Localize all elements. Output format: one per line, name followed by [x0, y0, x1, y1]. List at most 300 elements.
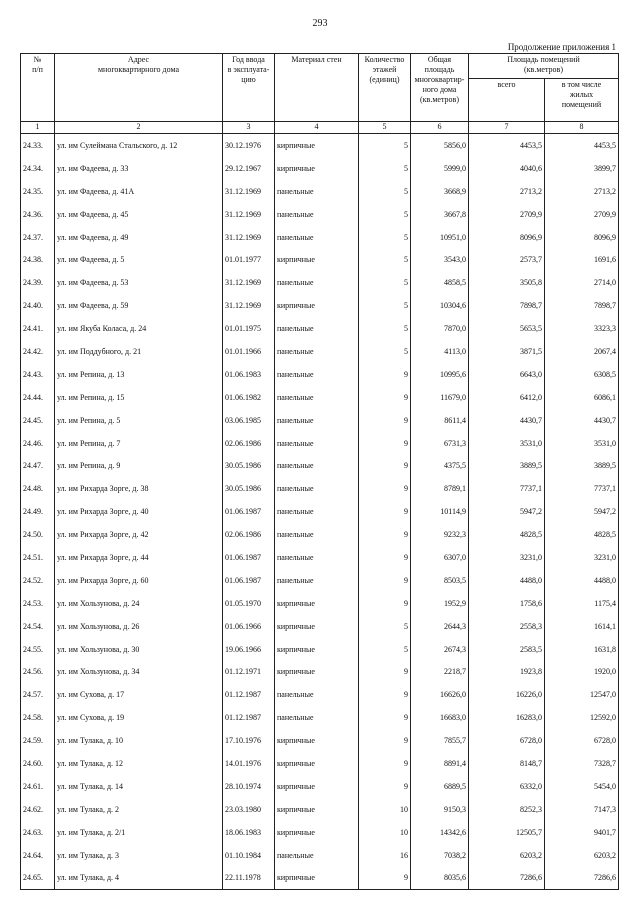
address-cell: ул. им Фадеева, д. 45 — [55, 203, 223, 226]
column-number: 4 — [275, 122, 359, 134]
total-area-cell: 16626,0 — [411, 683, 469, 706]
floor-count-cell: 9 — [359, 569, 411, 592]
wall-material-cell: панельные — [275, 844, 359, 867]
floor-count-cell: 10 — [359, 821, 411, 844]
row-number-cell: 24.38. — [21, 248, 55, 271]
apartment-buildings-table — [20, 53, 619, 890]
floor-count-cell: 9 — [359, 432, 411, 455]
address-cell: ул. им Якуба Коласа, д. 24 — [55, 317, 223, 340]
address-cell: ул. им Тулака, д. 12 — [55, 752, 223, 775]
wall-material-cell: кирпичные — [275, 134, 359, 157]
wall-material-cell: панельные — [275, 432, 359, 455]
total-area-cell: 5999,0 — [411, 157, 469, 180]
premises-area-living-cell: 8096,9 — [545, 226, 619, 249]
wall-material-cell: панельные — [275, 226, 359, 249]
floor-count-cell: 16 — [359, 844, 411, 867]
premises-area-total-cell: 1923,8 — [469, 660, 545, 683]
commission-date-cell: 01.06.1966 — [223, 615, 275, 638]
premises-area-living-cell: 4453,5 — [545, 134, 619, 157]
total-area-cell: 3668,9 — [411, 180, 469, 203]
table-row — [21, 454, 619, 477]
row-number-cell: 24.63. — [21, 821, 55, 844]
floor-count-cell: 5 — [359, 271, 411, 294]
address-cell: ул. им Репина, д. 7 — [55, 432, 223, 455]
premises-area-living-cell: 7147,3 — [545, 798, 619, 821]
premises-area-total-cell: 4488,0 — [469, 569, 545, 592]
premises-area-total-cell: 3505,8 — [469, 271, 545, 294]
address-cell: ул. им Хользунова, д. 30 — [55, 638, 223, 661]
commission-date-cell: 01.01.1977 — [223, 248, 275, 271]
wall-material-cell: кирпичные — [275, 157, 359, 180]
row-number-cell: 24.57. — [21, 683, 55, 706]
premises-area-total-cell: 7898,7 — [469, 294, 545, 317]
row-number-cell: 24.48. — [21, 477, 55, 500]
premises-area-living-cell: 3899,7 — [545, 157, 619, 180]
premises-area-living-cell: 9401,7 — [545, 821, 619, 844]
address-cell: ул. им Тулака, д. 3 — [55, 844, 223, 867]
wall-material-cell: кирпичные — [275, 294, 359, 317]
premises-area-total-cell: 6643,0 — [469, 363, 545, 386]
wall-material-cell: панельные — [275, 363, 359, 386]
premises-area-living-cell: 6086,1 — [545, 386, 619, 409]
floor-count-cell: 9 — [359, 706, 411, 729]
total-area-cell: 2644,3 — [411, 615, 469, 638]
wall-material-cell: кирпичные — [275, 798, 359, 821]
header-total-area: Общая площадь многоквартир- ного дома (кв.метров) — [411, 54, 469, 122]
premises-area-living-cell: 12547,0 — [545, 683, 619, 706]
commission-date-cell: 01.10.1984 — [223, 844, 275, 867]
wall-material-cell: панельные — [275, 271, 359, 294]
floor-count-cell: 9 — [359, 454, 411, 477]
address-cell: ул. им Фадеева, д. 53 — [55, 271, 223, 294]
wall-material-cell: панельные — [275, 706, 359, 729]
table-row — [21, 226, 619, 249]
wall-material-cell: панельные — [275, 180, 359, 203]
total-area-cell: 4113,0 — [411, 340, 469, 363]
commission-date-cell: 01.01.1966 — [223, 340, 275, 363]
table-row — [21, 638, 619, 661]
total-area-cell: 8891,4 — [411, 752, 469, 775]
row-number-cell: 24.44. — [21, 386, 55, 409]
premises-area-total-cell: 2709,9 — [469, 203, 545, 226]
column-number: 6 — [411, 122, 469, 134]
wall-material-cell: панельные — [275, 569, 359, 592]
premises-area-living-cell: 1631,8 — [545, 638, 619, 661]
table-row — [21, 477, 619, 500]
commission-date-cell: 01.06.1987 — [223, 569, 275, 592]
table-row — [21, 660, 619, 683]
premises-area-living-cell: 7328,7 — [545, 752, 619, 775]
total-area-cell: 8611,4 — [411, 409, 469, 432]
premises-area-living-cell: 1614,1 — [545, 615, 619, 638]
wall-material-cell: кирпичные — [275, 821, 359, 844]
premises-area-total-cell: 4430,7 — [469, 409, 545, 432]
row-number-cell: 24.49. — [21, 500, 55, 523]
floor-count-cell: 5 — [359, 317, 411, 340]
premises-area-total-cell: 16283,0 — [469, 706, 545, 729]
address-cell: ул. им Хользунова, д. 26 — [55, 615, 223, 638]
floor-count-cell: 5 — [359, 134, 411, 157]
premises-area-total-cell: 3889,5 — [469, 454, 545, 477]
address-cell: ул. им Фадеева, д. 59 — [55, 294, 223, 317]
row-number-cell: 24.58. — [21, 706, 55, 729]
table-row — [21, 523, 619, 546]
premises-area-living-cell: 2709,9 — [545, 203, 619, 226]
row-number-cell: 24.36. — [21, 203, 55, 226]
row-number-cell: 24.50. — [21, 523, 55, 546]
commission-date-cell: 31.12.1969 — [223, 180, 275, 203]
premises-area-total-cell: 3231,0 — [469, 546, 545, 569]
header-no: № п/п — [21, 54, 55, 122]
address-cell: ул. им Тулака, д. 2/1 — [55, 821, 223, 844]
commission-date-cell: 01.01.1975 — [223, 317, 275, 340]
premises-area-living-cell: 3231,0 — [545, 546, 619, 569]
header-floors: Количество этажей (единиц) — [359, 54, 411, 122]
commission-date-cell: 22.11.1978 — [223, 867, 275, 890]
premises-area-total-cell: 2583,5 — [469, 638, 545, 661]
premises-area-total-cell: 5653,5 — [469, 317, 545, 340]
premises-area-total-cell: 16226,0 — [469, 683, 545, 706]
column-number: 8 — [545, 122, 619, 134]
header-row — [21, 54, 619, 79]
page-number: 293 — [312, 18, 328, 29]
column-number-row — [21, 122, 619, 134]
premises-area-living-cell: 2713,2 — [545, 180, 619, 203]
wall-material-cell: панельные — [275, 317, 359, 340]
premises-area-living-cell: 4430,7 — [545, 409, 619, 432]
floor-count-cell: 9 — [359, 409, 411, 432]
address-cell: ул. им Тулака, д. 2 — [55, 798, 223, 821]
address-cell: ул. им Репина, д. 15 — [55, 386, 223, 409]
address-cell: ул. им Фадеева, д. 49 — [55, 226, 223, 249]
floor-count-cell: 9 — [359, 729, 411, 752]
total-area-cell: 10114,9 — [411, 500, 469, 523]
premises-area-total-cell: 6412,0 — [469, 386, 545, 409]
table-row — [21, 821, 619, 844]
floor-count-cell: 9 — [359, 775, 411, 798]
total-area-cell: 11679,0 — [411, 386, 469, 409]
floor-count-cell: 9 — [359, 660, 411, 683]
floor-count-cell: 5 — [359, 180, 411, 203]
table-row — [21, 729, 619, 752]
row-number-cell: 24.60. — [21, 752, 55, 775]
column-number: 7 — [469, 122, 545, 134]
table-row — [21, 844, 619, 867]
row-number-cell: 24.55. — [21, 638, 55, 661]
premises-area-living-cell: 1175,4 — [545, 592, 619, 615]
floor-count-cell: 5 — [359, 294, 411, 317]
row-number-cell: 24.54. — [21, 615, 55, 638]
table-body — [21, 134, 619, 890]
wall-material-cell: кирпичные — [275, 638, 359, 661]
address-cell: ул. им Фадеева, д. 5 — [55, 248, 223, 271]
row-number-cell: 24.47. — [21, 454, 55, 477]
header-year: Год ввода в эксплуата- цию — [223, 54, 275, 122]
commission-date-cell: 23.03.1980 — [223, 798, 275, 821]
table-row — [21, 271, 619, 294]
commission-date-cell: 01.12.1987 — [223, 706, 275, 729]
floor-count-cell: 9 — [359, 867, 411, 890]
premises-area-living-cell: 3889,5 — [545, 454, 619, 477]
premises-area-total-cell: 2573,7 — [469, 248, 545, 271]
wall-material-cell: панельные — [275, 386, 359, 409]
premises-area-total-cell: 7737,1 — [469, 477, 545, 500]
commission-date-cell: 17.10.1976 — [223, 729, 275, 752]
row-number-cell: 24.61. — [21, 775, 55, 798]
address-cell: ул. им Хользунова, д. 24 — [55, 592, 223, 615]
floor-count-cell: 9 — [359, 752, 411, 775]
premises-area-total-cell: 3531,0 — [469, 432, 545, 455]
premises-area-total-cell: 8148,7 — [469, 752, 545, 775]
total-area-cell: 1952,9 — [411, 592, 469, 615]
total-area-cell: 4375,5 — [411, 454, 469, 477]
floor-count-cell: 9 — [359, 500, 411, 523]
total-area-cell: 8789,1 — [411, 477, 469, 500]
table-row — [21, 683, 619, 706]
table-row — [21, 432, 619, 455]
premises-area-living-cell: 1691,6 — [545, 248, 619, 271]
total-area-cell: 8503,5 — [411, 569, 469, 592]
floor-count-cell: 9 — [359, 592, 411, 615]
wall-material-cell: кирпичные — [275, 248, 359, 271]
address-cell: ул. им Сулеймана Стальского, д. 12 — [55, 134, 223, 157]
premises-area-living-cell: 6308,5 — [545, 363, 619, 386]
total-area-cell: 9232,3 — [411, 523, 469, 546]
row-number-cell: 24.46. — [21, 432, 55, 455]
premises-area-living-cell: 1920,0 — [545, 660, 619, 683]
address-cell: ул. им Рихарда Зорге, д. 44 — [55, 546, 223, 569]
address-cell: ул. им Фадеева, д. 41А — [55, 180, 223, 203]
commission-date-cell: 02.06.1986 — [223, 523, 275, 546]
floor-count-cell: 5 — [359, 248, 411, 271]
wall-material-cell: панельные — [275, 340, 359, 363]
premises-area-total-cell: 5947,2 — [469, 500, 545, 523]
commission-date-cell: 30.05.1986 — [223, 454, 275, 477]
commission-date-cell: 01.06.1987 — [223, 546, 275, 569]
premises-area-total-cell: 2713,2 — [469, 180, 545, 203]
header-premises-total: всего — [469, 79, 545, 122]
column-number: 2 — [55, 122, 223, 134]
row-number-cell: 24.41. — [21, 317, 55, 340]
row-number-cell: 24.45. — [21, 409, 55, 432]
premises-area-total-cell: 8252,3 — [469, 798, 545, 821]
total-area-cell: 8035,6 — [411, 867, 469, 890]
address-cell: ул. им Тулака, д. 10 — [55, 729, 223, 752]
floor-count-cell: 5 — [359, 203, 411, 226]
address-cell: ул. им Рихарда Зорге, д. 60 — [55, 569, 223, 592]
floor-count-cell: 9 — [359, 386, 411, 409]
premises-area-living-cell: 2714,0 — [545, 271, 619, 294]
premises-area-total-cell: 6203,2 — [469, 844, 545, 867]
table-row — [21, 546, 619, 569]
wall-material-cell: кирпичные — [275, 775, 359, 798]
row-number-cell: 24.52. — [21, 569, 55, 592]
header-premises-area: Площадь помещений (кв.метров) — [469, 54, 619, 79]
wall-material-cell: панельные — [275, 477, 359, 500]
row-number-cell: 24.40. — [21, 294, 55, 317]
premises-area-living-cell: 4828,5 — [545, 523, 619, 546]
wall-material-cell: панельные — [275, 683, 359, 706]
table-row — [21, 386, 619, 409]
commission-date-cell: 02.06.1986 — [223, 432, 275, 455]
commission-date-cell: 18.06.1983 — [223, 821, 275, 844]
total-area-cell: 7038,2 — [411, 844, 469, 867]
total-area-cell: 4858,5 — [411, 271, 469, 294]
header-premises-living: в том числе жилых помещений — [545, 79, 619, 122]
table-row — [21, 775, 619, 798]
table-row — [21, 203, 619, 226]
premises-area-living-cell: 3323,3 — [545, 317, 619, 340]
table-row — [21, 752, 619, 775]
premises-area-total-cell: 7286,6 — [469, 867, 545, 890]
premises-area-total-cell: 4828,5 — [469, 523, 545, 546]
commission-date-cell: 29.12.1967 — [223, 157, 275, 180]
wall-material-cell: панельные — [275, 523, 359, 546]
table-row — [21, 706, 619, 729]
table-row — [21, 569, 619, 592]
address-cell: ул. им Репина, д. 13 — [55, 363, 223, 386]
wall-material-cell: кирпичные — [275, 867, 359, 890]
premises-area-living-cell: 4488,0 — [545, 569, 619, 592]
floor-count-cell: 9 — [359, 477, 411, 500]
total-area-cell: 2674,3 — [411, 638, 469, 661]
commission-date-cell: 31.12.1969 — [223, 203, 275, 226]
floor-count-cell: 5 — [359, 615, 411, 638]
floor-count-cell: 5 — [359, 226, 411, 249]
premises-area-living-cell: 6203,2 — [545, 844, 619, 867]
table-row — [21, 248, 619, 271]
wall-material-cell: панельные — [275, 454, 359, 477]
total-area-cell: 10995,6 — [411, 363, 469, 386]
total-area-cell: 9150,3 — [411, 798, 469, 821]
header-address: Адрес многоквартирного дома — [55, 54, 223, 122]
column-number: 5 — [359, 122, 411, 134]
table-row — [21, 363, 619, 386]
total-area-cell: 3543,0 — [411, 248, 469, 271]
total-area-cell: 3667,8 — [411, 203, 469, 226]
address-cell: ул. им Рихарда Зорге, д. 38 — [55, 477, 223, 500]
commission-date-cell: 01.05.1970 — [223, 592, 275, 615]
row-number-cell: 24.37. — [21, 226, 55, 249]
wall-material-cell: кирпичные — [275, 729, 359, 752]
row-number-cell: 24.33. — [21, 134, 55, 157]
row-number-cell: 24.35. — [21, 180, 55, 203]
total-area-cell: 6889,5 — [411, 775, 469, 798]
address-cell: ул. им Тулака, д. 4 — [55, 867, 223, 890]
table-row — [21, 180, 619, 203]
floor-count-cell: 5 — [359, 638, 411, 661]
table-row — [21, 340, 619, 363]
floor-count-cell: 10 — [359, 798, 411, 821]
floor-count-cell: 9 — [359, 546, 411, 569]
floor-count-cell: 5 — [359, 157, 411, 180]
table-row — [21, 317, 619, 340]
address-cell: ул. им Репина, д. 9 — [55, 454, 223, 477]
premises-area-total-cell: 1758,6 — [469, 592, 545, 615]
commission-date-cell: 01.12.1971 — [223, 660, 275, 683]
wall-material-cell: кирпичные — [275, 660, 359, 683]
wall-material-cell: кирпичные — [275, 592, 359, 615]
commission-date-cell: 31.12.1969 — [223, 226, 275, 249]
premises-area-total-cell: 6728,0 — [469, 729, 545, 752]
premises-area-living-cell: 6728,0 — [545, 729, 619, 752]
total-area-cell: 7855,7 — [411, 729, 469, 752]
floor-count-cell: 5 — [359, 340, 411, 363]
total-area-cell: 6731,3 — [411, 432, 469, 455]
address-cell: ул. им Рихарда Зорге, д. 40 — [55, 500, 223, 523]
premises-area-total-cell: 8096,9 — [469, 226, 545, 249]
premises-area-living-cell: 5947,2 — [545, 500, 619, 523]
commission-date-cell: 30.12.1976 — [223, 134, 275, 157]
row-number-cell: 24.53. — [21, 592, 55, 615]
wall-material-cell: панельные — [275, 500, 359, 523]
premises-area-living-cell: 7737,1 — [545, 477, 619, 500]
header-material: Материал стен — [275, 54, 359, 122]
table-row — [21, 134, 619, 157]
column-number: 1 — [21, 122, 55, 134]
commission-date-cell: 01.06.1983 — [223, 363, 275, 386]
commission-date-cell: 28.10.1974 — [223, 775, 275, 798]
row-number-cell: 24.62. — [21, 798, 55, 821]
table-row — [21, 157, 619, 180]
total-area-cell: 16683,0 — [411, 706, 469, 729]
premises-area-total-cell: 6332,0 — [469, 775, 545, 798]
table-row — [21, 500, 619, 523]
floor-count-cell: 9 — [359, 683, 411, 706]
commission-date-cell: 31.12.1969 — [223, 294, 275, 317]
row-number-cell: 24.39. — [21, 271, 55, 294]
address-cell: ул. им Сухова, д. 19 — [55, 706, 223, 729]
premises-area-total-cell: 4453,5 — [469, 134, 545, 157]
address-cell: ул. им Тулака, д. 14 — [55, 775, 223, 798]
floor-count-cell: 9 — [359, 523, 411, 546]
address-cell: ул. им Сухова, д. 17 — [55, 683, 223, 706]
row-number-cell: 24.59. — [21, 729, 55, 752]
commission-date-cell: 14.01.1976 — [223, 752, 275, 775]
address-cell: ул. им Поддубного, д. 21 — [55, 340, 223, 363]
table-row — [21, 592, 619, 615]
premises-area-living-cell: 2067,4 — [545, 340, 619, 363]
commission-date-cell: 01.06.1987 — [223, 500, 275, 523]
row-number-cell: 24.51. — [21, 546, 55, 569]
premises-area-living-cell: 7898,7 — [545, 294, 619, 317]
continuation-note: Продолжение приложения 1 — [507, 42, 616, 52]
premises-area-total-cell: 3871,5 — [469, 340, 545, 363]
commission-date-cell: 03.06.1985 — [223, 409, 275, 432]
wall-material-cell: кирпичные — [275, 752, 359, 775]
commission-date-cell: 30.05.1986 — [223, 477, 275, 500]
total-area-cell: 14342,6 — [411, 821, 469, 844]
table-row — [21, 615, 619, 638]
total-area-cell: 2218,7 — [411, 660, 469, 683]
floor-count-cell: 9 — [359, 363, 411, 386]
premises-area-total-cell: 4040,6 — [469, 157, 545, 180]
table-row — [21, 294, 619, 317]
premises-area-living-cell: 3531,0 — [545, 432, 619, 455]
wall-material-cell: панельные — [275, 546, 359, 569]
total-area-cell: 10304,6 — [411, 294, 469, 317]
wall-material-cell: кирпичные — [275, 615, 359, 638]
total-area-cell: 6307,0 — [411, 546, 469, 569]
table-row — [21, 409, 619, 432]
total-area-cell: 10951,0 — [411, 226, 469, 249]
premises-area-living-cell: 5454,0 — [545, 775, 619, 798]
premises-area-living-cell: 7286,6 — [545, 867, 619, 890]
row-number-cell: 24.64. — [21, 844, 55, 867]
address-cell: ул. им Рихарда Зорге, д. 42 — [55, 523, 223, 546]
table-row — [21, 867, 619, 890]
row-number-cell: 24.34. — [21, 157, 55, 180]
